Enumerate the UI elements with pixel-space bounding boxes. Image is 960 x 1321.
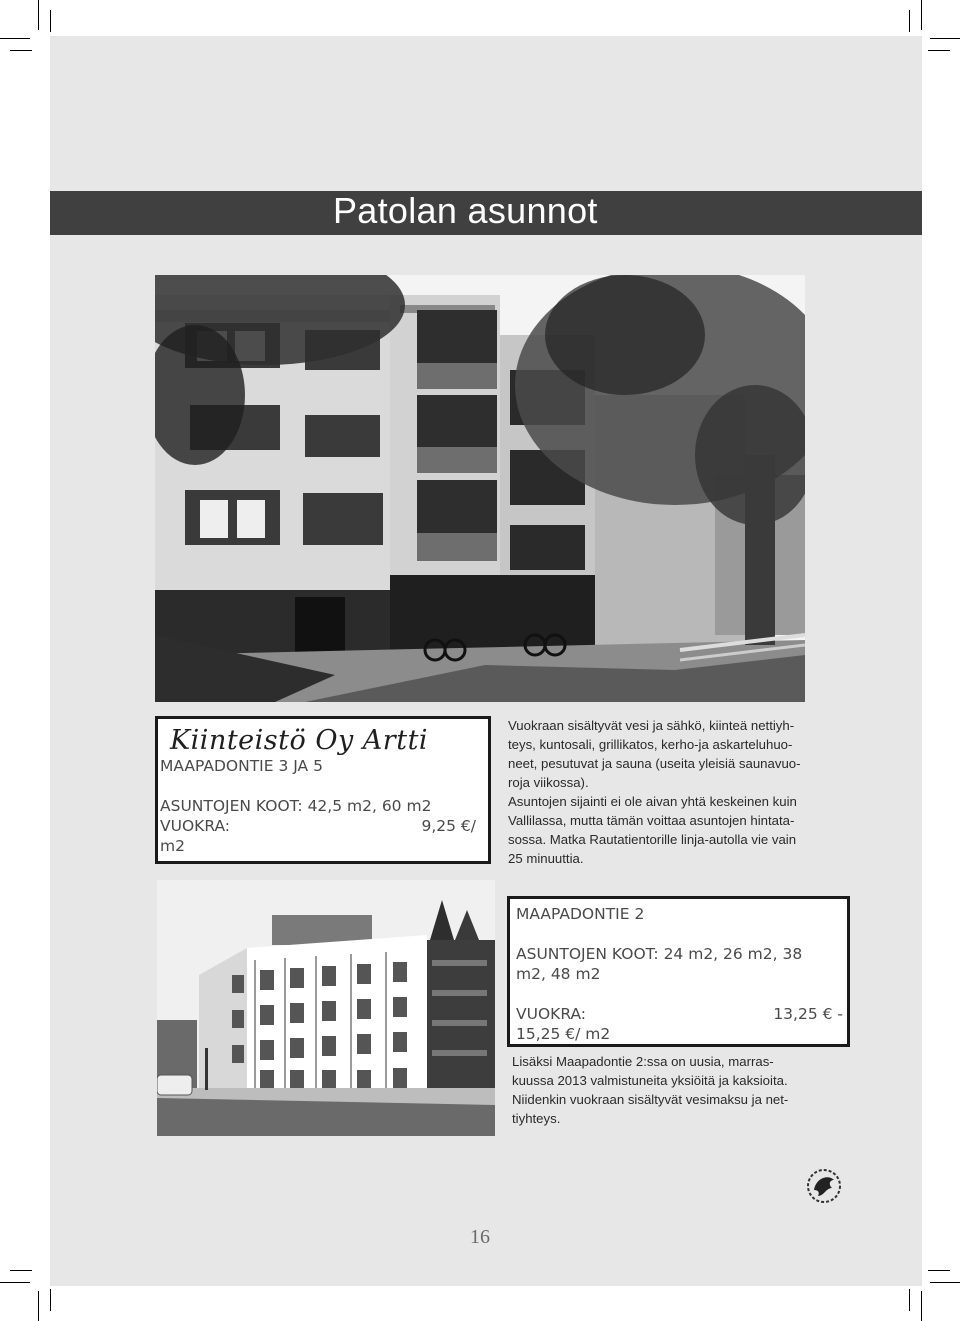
crop-mark [0,38,30,39]
apartment-sizes-cont: m2, 48 m2 [516,965,601,983]
crop-mark [10,50,32,51]
crop-mark [38,0,39,30]
rent-value: 13,25 € - [773,1005,843,1023]
text-line: Lisäksi Maapadontie 2:ssa on uusia, marras- [512,1054,774,1069]
text-line: Vuokraan sisältyvät vesi ja sähkö, kiinteä nettiyh- [508,718,795,733]
text-line: Vallilassa, mutta tämän voittaa asuntojen hintata- [508,813,795,828]
photo-artti-building [155,275,805,702]
rent-label: VUOKRA: [160,817,231,835]
title-bar [50,191,922,235]
rent-value-cont: 15,25 €/ m2 [516,1025,611,1043]
crop-mark [0,1282,30,1283]
text-line: 25 minuuttia. [508,851,584,866]
text-line: tiyhteys. [512,1111,561,1126]
text-line: kuussa 2013 valmistuneita yksiöitä ja kaksioita. [512,1073,788,1088]
text-line: Asuntojen sijainti ei ole aivan yhtä keskeinen kuin [508,794,797,809]
text-line: roja viikossa). [508,775,589,790]
crop-mark [50,10,51,32]
rent-label: VUOKRA: [516,1005,587,1023]
apartment-sizes: ASUNTOJEN KOOT: 42,5 m2, 60 m2 [160,797,432,815]
crop-mark [38,1291,39,1321]
crop-mark [928,1270,950,1271]
rent-value: 9,25 €/ [421,817,476,835]
crop-mark [930,38,960,39]
text-line: neet, pesutuvat ja sauna (useita yleisiä saunavuo- [508,756,801,771]
crop-mark [921,1291,922,1321]
crop-mark [909,10,910,32]
address: MAAPADONTIE 3 JA 5 [160,757,323,775]
text-line: Niidenkin vuokraan sisältyvät vesimaksu ja net- [512,1092,789,1107]
crop-mark [10,1270,32,1271]
student-union-logo [806,1168,842,1204]
address: MAAPADONTIE 2 [516,905,645,923]
crop-mark [50,1289,51,1311]
rent-row [516,1005,843,1024]
crop-mark [928,50,950,51]
info-box-artti [155,716,491,864]
crop-mark [909,1289,910,1311]
rent-unit: m2 [160,837,185,855]
crop-mark [930,1282,960,1283]
company-name: Kiinteistö Oy Artti [170,725,429,756]
text-line: teys, kuntosali, grillikatos, kerho-ja askarteluhuo- [508,737,793,752]
artti-description [508,716,848,868]
info-box-maapadontie2 [507,896,850,1047]
page-number: 16 [470,1226,490,1248]
photo-maapadontie2-building [157,880,495,1136]
rent-row [160,817,476,836]
crop-mark [921,0,922,30]
text-line: sossa. Matka Rautatientorille linja-autolla vie vain [508,832,797,847]
apartment-sizes: ASUNTOJEN KOOT: 24 m2, 26 m2, 38 [516,945,803,963]
page-title: Patolan asunnot [333,190,598,231]
maapadontie2-description [512,1052,847,1128]
